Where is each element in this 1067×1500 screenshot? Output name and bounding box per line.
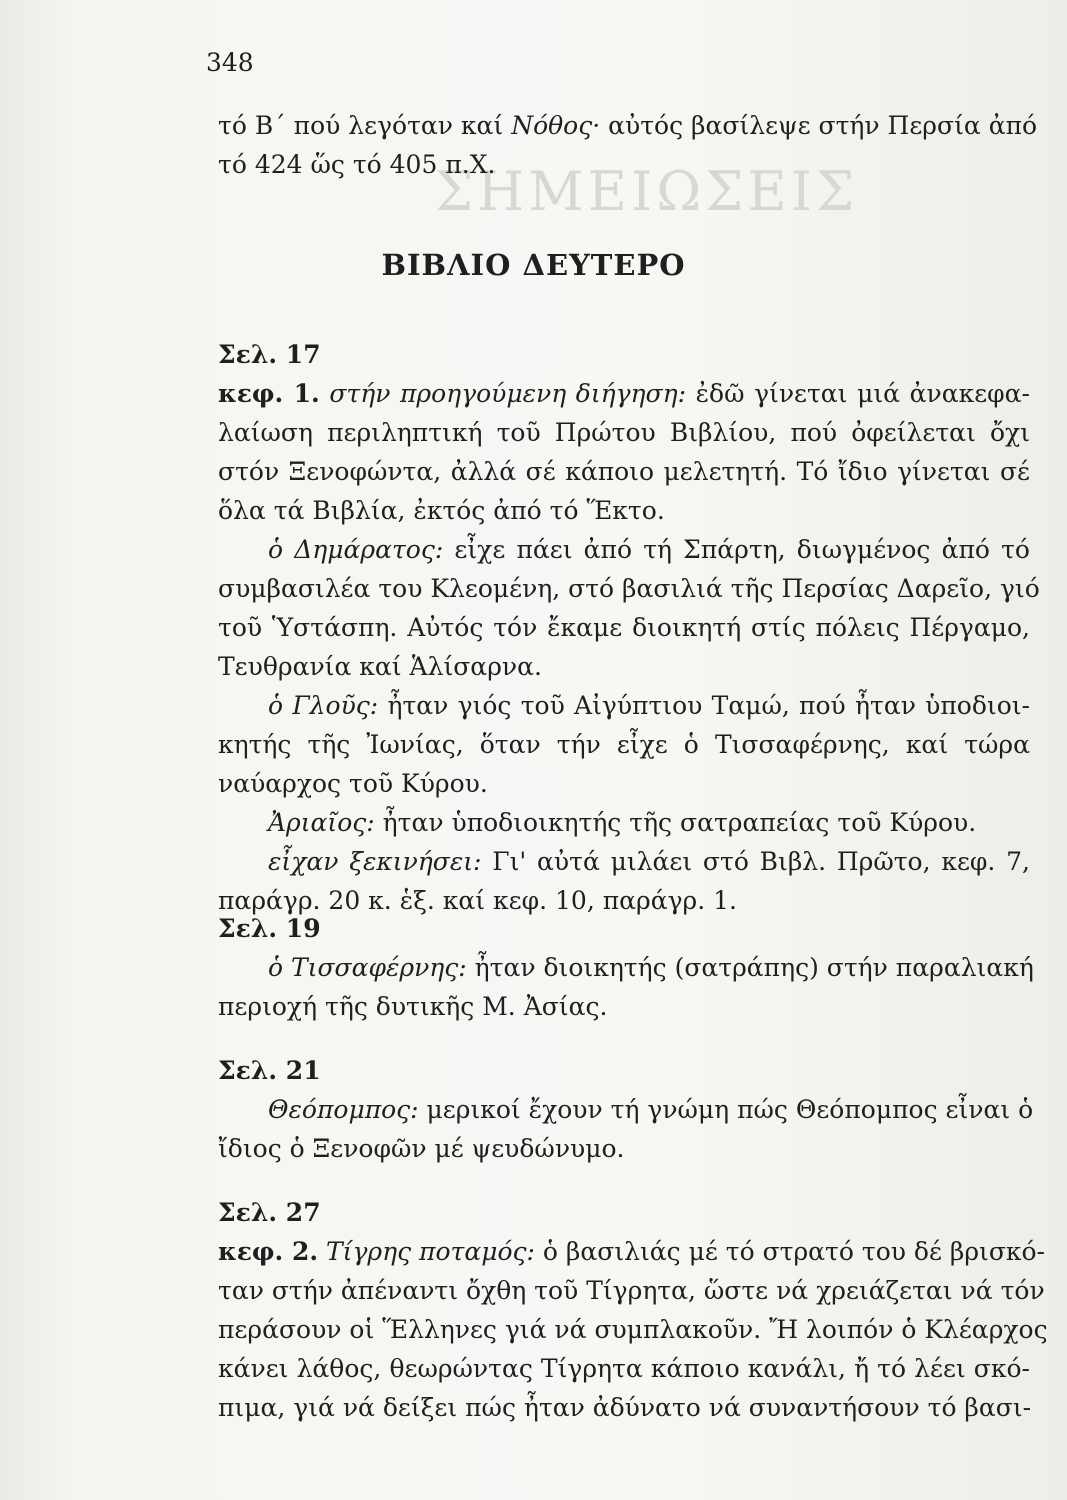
- text-line: συμβασιλέα του Κλεομένη, στό βασιλιά τῆς Περσίας Δαρεῖο, γιό: [218, 574, 1040, 603]
- text: μερικοί ἔχουν τή γνώμη πώς Θεόπομπος εἶναι ὁ: [418, 1095, 1034, 1124]
- bleed-through-heading: ΣΗΜΕΙΩΣΕΙΣ: [435, 160, 859, 223]
- book-title: ΒΙΒΛΙΟ ΔΕΥΤΕΡΟ: [381, 248, 686, 282]
- text-line: ἴδιος ὁ Ξενοφῶν μέ ψευδώνυμο.: [218, 1134, 625, 1163]
- text-line: ναύαρχος τοῦ Κύρου.: [218, 769, 488, 798]
- chapter-label: κεφ. 2.: [218, 1237, 319, 1266]
- text: Γι' αὐτά μιλάει στό Βιβλ. Πρῶτο, κεφ. 7,: [481, 847, 1030, 876]
- text: ἐδῶ γίνεται μιά ἀνακεφα-: [686, 379, 1030, 408]
- section-heading: Σελ. 27: [218, 1198, 321, 1227]
- term: Νόθος·: [511, 111, 601, 140]
- note-section-21: [218, 1051, 1034, 1168]
- page-number: 348: [206, 48, 254, 77]
- chapter-label: κεφ. 1.: [218, 379, 320, 408]
- text: ὁ βασιλιάς μέ τό στρατό του δέ βρισκό-: [534, 1237, 1046, 1266]
- term: Τίγρης ποταμός:: [318, 1237, 535, 1266]
- text-line: ταν στήν ἀπέναντι ὄχθη τοῦ Τίγρητα, ὥστε νά χρειάζεται νά τόν: [218, 1276, 1045, 1305]
- intro-paragraph: [218, 106, 1038, 184]
- text: ἦταν διοικητής (σατράπης) στήν παραλιακή: [466, 953, 1034, 982]
- text-line: κητής τῆς Ἰωνίας, ὅταν τήν εἶχε ὁ Τισσαφέρνης, καί τώρα: [218, 730, 1030, 759]
- text-line: πιμα, γιά νά δείξει πώς ἦταν ἀδύνατο νά συναντήσουν τό βασι-: [218, 1393, 1032, 1422]
- text: εἶχε πάει ἀπό τή Σπάρτη, διωγμένος ἀπό τό: [443, 535, 1030, 564]
- text-line: λαίωση περιληπτική τοῦ Πρώτου Βιβλίου, πού ὀφείλεται ὄχι: [218, 418, 1030, 447]
- text-line: ὅλα τά Βιβλία, ἐκτός ἀπό τό Ἕκτο.: [218, 496, 665, 525]
- term: ὁ Τισσαφέρνης:: [268, 953, 467, 982]
- term: ὁ Γλοῦς:: [268, 691, 379, 720]
- text: αὐτός βασίλεψε στήν Περσία ἀπό: [600, 111, 1038, 140]
- text-line: περιοχή τῆς δυτικῆς Μ. Ἀσίας.: [218, 992, 608, 1021]
- note-section-19: [218, 909, 1034, 1026]
- text-line: περάσουν οἱ Ἕλληνες γιά νά συμπλακοῦν. Ἤ λοιπόν ὁ Κλέαρχος: [218, 1315, 1048, 1344]
- text-line: κάνει λάθος, θεωρώντας Τίγρητα κάποιο κανάλι, ἤ τό λέει σκό-: [218, 1354, 1030, 1383]
- term: εἶχαν ξεκινήσει:: [268, 847, 482, 876]
- text-line: τοῦ Ὑστάσπη. Αὐτός τόν ἔκαμε διοικητή στίς πόλεις Πέργαμο,: [218, 613, 1030, 642]
- section-heading: Σελ. 17: [218, 340, 321, 369]
- section-heading: Σελ. 21: [218, 1056, 321, 1085]
- text-line: τό 424 ὥς τό 405 π.Χ.: [218, 150, 496, 179]
- note-section-27: [218, 1193, 1048, 1427]
- term: ὁ Δημάρατος:: [268, 535, 444, 564]
- term: στήν προηγούμενη διήγηση:: [319, 379, 687, 408]
- text-line: στόν Ξενοφώντα, ἀλλά σέ κάποιο μελετητή. Τό ἴδιο γίνεται σέ: [218, 457, 1030, 486]
- section-heading: Σελ. 19: [218, 914, 321, 943]
- text-line: παράγρ. 20 κ. ἑξ. καί κεφ. 10, παράγρ. 1.: [218, 886, 737, 915]
- term: Ἀριαῖος:: [268, 808, 375, 837]
- text: ἦταν γιός τοῦ Αἰγύπτιου Ταμώ, πού ἦταν ὑποδιοι-: [378, 691, 1031, 720]
- text: τό Β΄ πού λεγόταν καί: [218, 111, 512, 140]
- note-section-17: [218, 335, 1040, 920]
- text-line: Τευθρανία καί Ἁλίσαρνα.: [218, 652, 542, 681]
- text: ἦταν ὑποδιοικητής τῆς σατραπείας τοῦ Κύρου.: [374, 808, 977, 837]
- term: Θεόπομπος:: [268, 1095, 419, 1124]
